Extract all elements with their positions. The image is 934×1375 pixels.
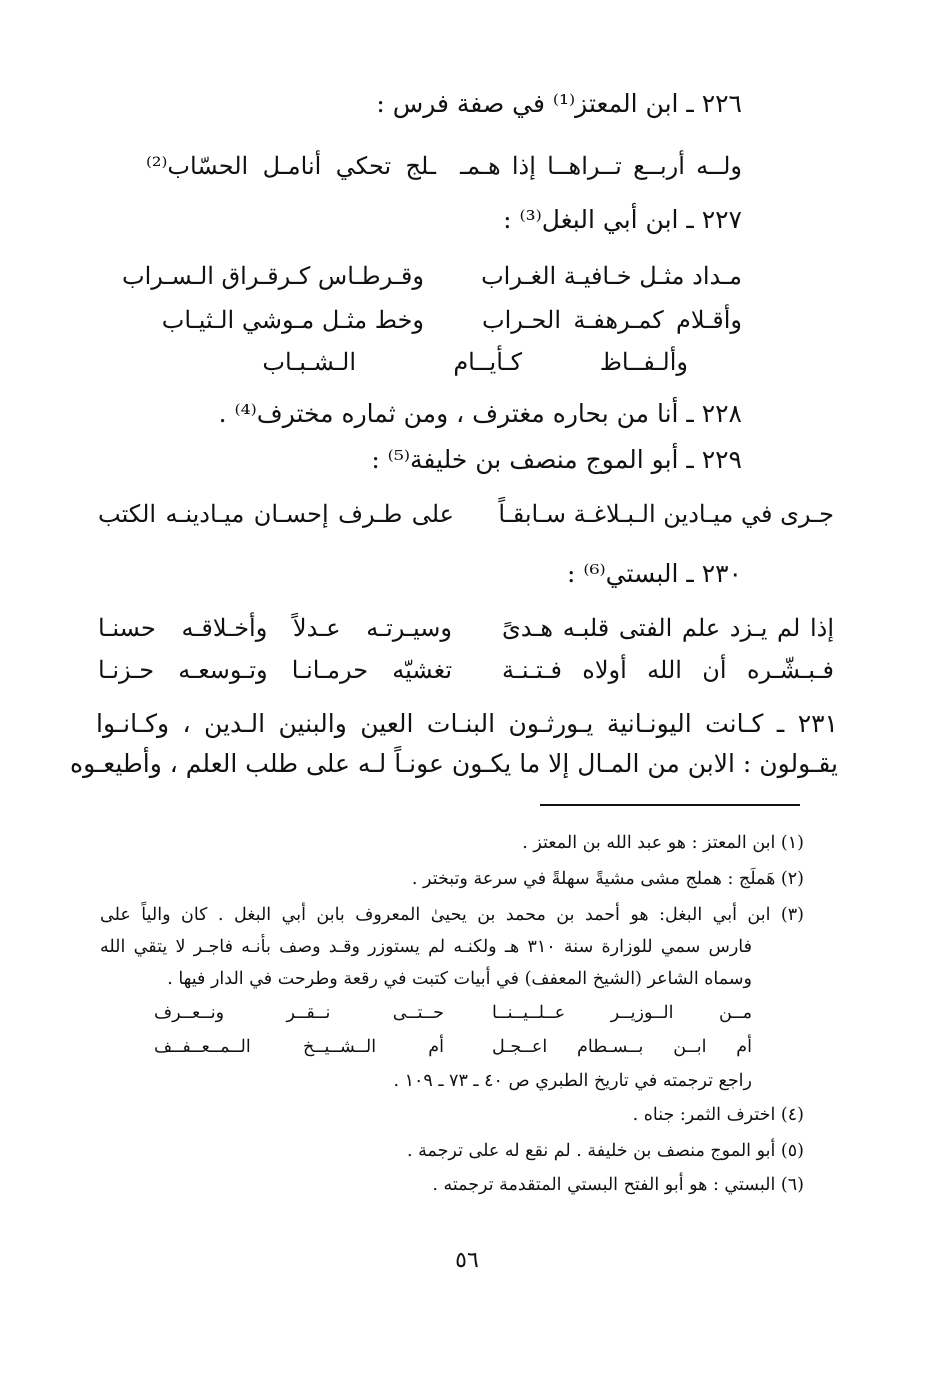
verse-hemistich-first: مــن الــوزيــر عــلــيــنــا	[492, 1003, 752, 1023]
entry-228: ٢٢٨ ـ أنا من بحاره مغترف ، ومن ثماره مخترف⁽⁴⁾ .	[218, 399, 742, 428]
verse-hemistich-first: أم ابــن بــسـطام اعــجـل	[492, 1037, 752, 1057]
verse-hemistich-second: تغشيّه حرمـانـا وتـوسعـه حـزنـا	[98, 656, 452, 684]
entry-230-verse-1	[98, 610, 834, 646]
entry-230-heading: ٢٣٠ ـ البستي⁽⁶⁾ :	[567, 559, 742, 588]
verse-hemistich-second: حــتــى نــقــر ونــعــرف	[154, 1003, 444, 1023]
verse-hemistich-second: وقـرطـاس كـرقـراق الـسـراب	[121, 262, 424, 290]
footnote-6: (٦) البستي : هو أبو الفتح البستي المتقدمة ترجمته .	[432, 1175, 804, 1195]
verse-hemistich-second: ـلج تحكي أنامـل الحسّاب⁽²⁾	[146, 152, 436, 180]
verse-hemistich-first: ولــه أربــع تــراهــا إذا هـمـ	[460, 152, 742, 180]
entry-229-heading: ٢٢٩ ـ أبو الموج منصف بن خليفة⁽⁵⁾ :	[371, 445, 742, 474]
verse-hemistich-first: مـداد مثـل خـافيـة الغـراب	[481, 262, 742, 290]
footnote-2: (٢) هَملَج : هملج مشى مشيةً سهلةً في سرعة وتبختر .	[411, 869, 804, 889]
verse-hemistich-second: وسيـرتـه عـدلاً وأخـلاقـه حسنـا	[98, 614, 452, 642]
footnote-3-verse-2	[154, 1034, 752, 1060]
page-number: ٥٦	[455, 1248, 479, 1273]
footnote-3-line-4: راجع ترجمته في تاريخ الطبري ص ٤٠ ـ ٧٣ ـ ١٠٩ .	[393, 1071, 752, 1091]
verse-word: وألـفــاظ	[599, 348, 688, 376]
entry-226-heading: ٢٢٦ ـ ابن المعتز⁽¹⁾ في صفة فرس :	[376, 89, 742, 118]
verse-hemistich-first: وأقـلام كمـرهفـة الحـراب	[482, 306, 742, 334]
footnote-1: (١) ابن المعتز : هو عبد الله بن المعتز .	[522, 833, 804, 853]
entry-227-verse-3	[206, 344, 688, 380]
entry-231-line-1: ٢٣١ ـ كـانت اليونـانية يـورثـون البنـات العين والبنين الـدين ، وكـانـوا	[96, 709, 838, 738]
verse-hemistich-second: وخط مثـل مـوشي الـثيـاب	[161, 306, 424, 334]
footnote-3-line-3: وسماه الشاعر (الشيخ المعفف) في أبيات كتبت في رقعة وطرحت في الدار فيها .	[167, 969, 752, 989]
footnote-4: (٤) اخترف الثمر: جناه .	[632, 1105, 804, 1125]
verse-hemistich-first: جـرى في ميـادين الـبـلاغـة سـابقـاً	[498, 500, 834, 528]
entry-231-line-2: يقـولون : الابن من المـال إلا ما يكـون عونـاً لـه على طلب العلم ، وأطيعـوه	[69, 749, 838, 778]
footnote-3-verse-1	[154, 1000, 752, 1026]
verse-hemistich-first: إذا لم يـزد علم الفتى قلبـه هـدىً	[502, 614, 834, 642]
entry-227-verse-2	[161, 302, 742, 338]
verse-hemistich-second: أم الــشــيــخ الــمــعــفــف	[154, 1037, 444, 1057]
entry-230-verse-2	[98, 652, 834, 688]
verse-hemistich-second: على طـرف إحسـان ميـادينـه الكتب	[98, 500, 454, 528]
entry-227-verse-1	[121, 258, 742, 294]
verse-word: كـأيــام	[453, 348, 522, 376]
footnote-separator	[540, 804, 800, 806]
footnote-3-line-1: (٣) ابن أبي البغل: هو أحمد بن محمد بن يحيىٰ المعروف بابن أبي البغل . كان والياً على	[100, 905, 804, 925]
verse-word: الـشـبـاب	[262, 348, 356, 376]
entry-227-heading: ٢٢٧ ـ ابن أبي البغل⁽³⁾ :	[503, 205, 742, 234]
footnote-3-line-2: فارس سمي للوزارة سنة ٣١٠ هـ ولكنـه لم يستوزر وقـد وصف بأنـه فاجـر لا يتقي الله	[100, 937, 752, 957]
entry-229-verse	[98, 496, 834, 532]
verse-hemistich-first: فـبـشّـره أن الله أولاه فـتـنـة	[502, 656, 834, 684]
entry-226-verse	[146, 148, 742, 184]
footnote-5: (٥) أبو الموج منصف بن خليفة . لم نقع له على ترجمة .	[406, 1141, 804, 1161]
